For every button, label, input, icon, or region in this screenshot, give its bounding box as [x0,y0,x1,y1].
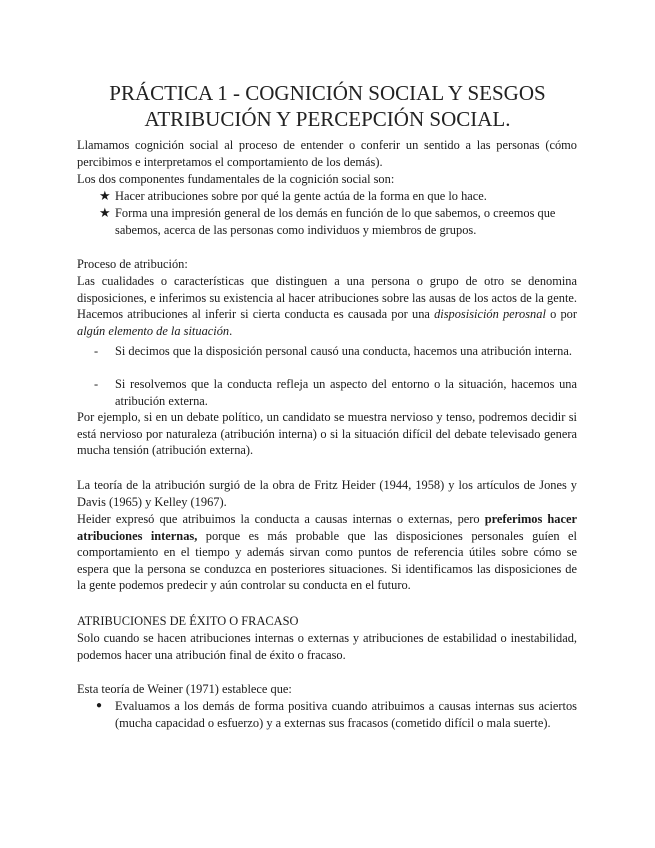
attribution-paragraph [77,273,577,339]
attribution-text-c: . [229,323,233,338]
attribution-text-a: Las cualidades o características que distinguen a una persona o grupo de otro se denomina disposiciones, e inferimos su existencia al hacer atribuciones sobre las ausas de los actos de la gente. Hacemos atribuciones al inferir si cierta conducta es causada por una [77,274,577,322]
success-paragraph: Solo cuando se hacen atribuciones internas o externas y atribuciones de estabilidad o inestabilidad, podemos hacer una atribución final de éxito o fracaso. [77,631,577,662]
attribution-text-b: o por [545,307,577,322]
star-bullet-icon: ★ [99,188,111,203]
section-heading-success: ATRIBUCIONES DE ÉXITO O FRACASO [77,614,299,628]
star-bullet-icon: ★ [99,205,111,220]
emphasis-internal-attributions: preferimos hacer atribuciones internas, [77,512,577,543]
dot-bullet-icon: ● [96,700,103,711]
section-heading-attribution: Proceso de atribución: [77,257,188,271]
page-title-line-2: ATRIBUCIÓN Y PERCEPCIÓN SOCIAL. [144,107,511,131]
emphasis-personal-disposition: disposisición perosnal [434,307,546,322]
intro-paragraph: Llamamos cognición social al proceso de entender o conferir un sentido a las personas (cómo percibimos e interpretamos el comportamiento de los demás). [77,138,577,169]
dash-bullet-icon: - [94,377,99,391]
heider-text-b: porque es más probable que las disposiciones personales guíen el comportamiento en el tiempo y además sirvan como puntos de referencia útiles sobre cómo se espera que la persona se conduzca en posteriores situaciones. Si identificamos las disposiciones de la gente podemos predecir y aún controlar su conducta en el futuro. [77,528,577,593]
theory-origin-paragraph: La teoría de la atribución surgió de la obra de Fritz Heider (1944, 1958) y los artículos de Jones y Davis (1965) y Kelley (1967). [77,478,577,509]
page-title-line-1: PRÁCTICA 1 - COGNICIÓN SOCIAL Y SESGOS [109,81,546,105]
list-item: Hacer atribuciones sobre por qué la gente actúa de la forma en que lo hace. [115,189,487,203]
dash-bullet-icon: - [94,344,99,358]
list-item: Evaluamos a los demás de forma positiva cuando atribuimos a causas internas sus aciertos (mucha capacidad o esfuerzo) y a externas sus fracasos (cometido difícil o mala suerte). [115,699,577,730]
heider-paragraph [77,511,577,594]
list-item: Si decimos que la disposición personal causó una conducta, hacemos una atribución interna. [115,344,572,358]
emphasis-situation: algún elemento de la situación [77,323,230,338]
weiner-lead: Esta teoría de Weiner (1971) establece que: [77,682,292,696]
heider-text-a: Heider expresó que atribuimos la conducta a causas internas o externas, pero [77,512,485,526]
intro-components-lead: Los dos componentes fundamentales de la cognición social son: [77,172,395,186]
list-item: Forma una impresión general de los demás en función de lo que sabemos, o creemos que sabemos, acerca de las personas como individuos y miembros de grupos. [115,206,556,237]
list-item: Si resolvemos que la conducta refleja un aspecto del entorno o la situación, hacemos una atribución externa. [115,377,577,408]
example-paragraph: Por ejemplo, si en un debate político, un candidato se muestra nervioso y tenso, podremos decidir si está nervioso por naturaleza (atribución interna) o si la situación difícil del debate televisado genera mucha tensión (atribución externa). [77,410,577,458]
